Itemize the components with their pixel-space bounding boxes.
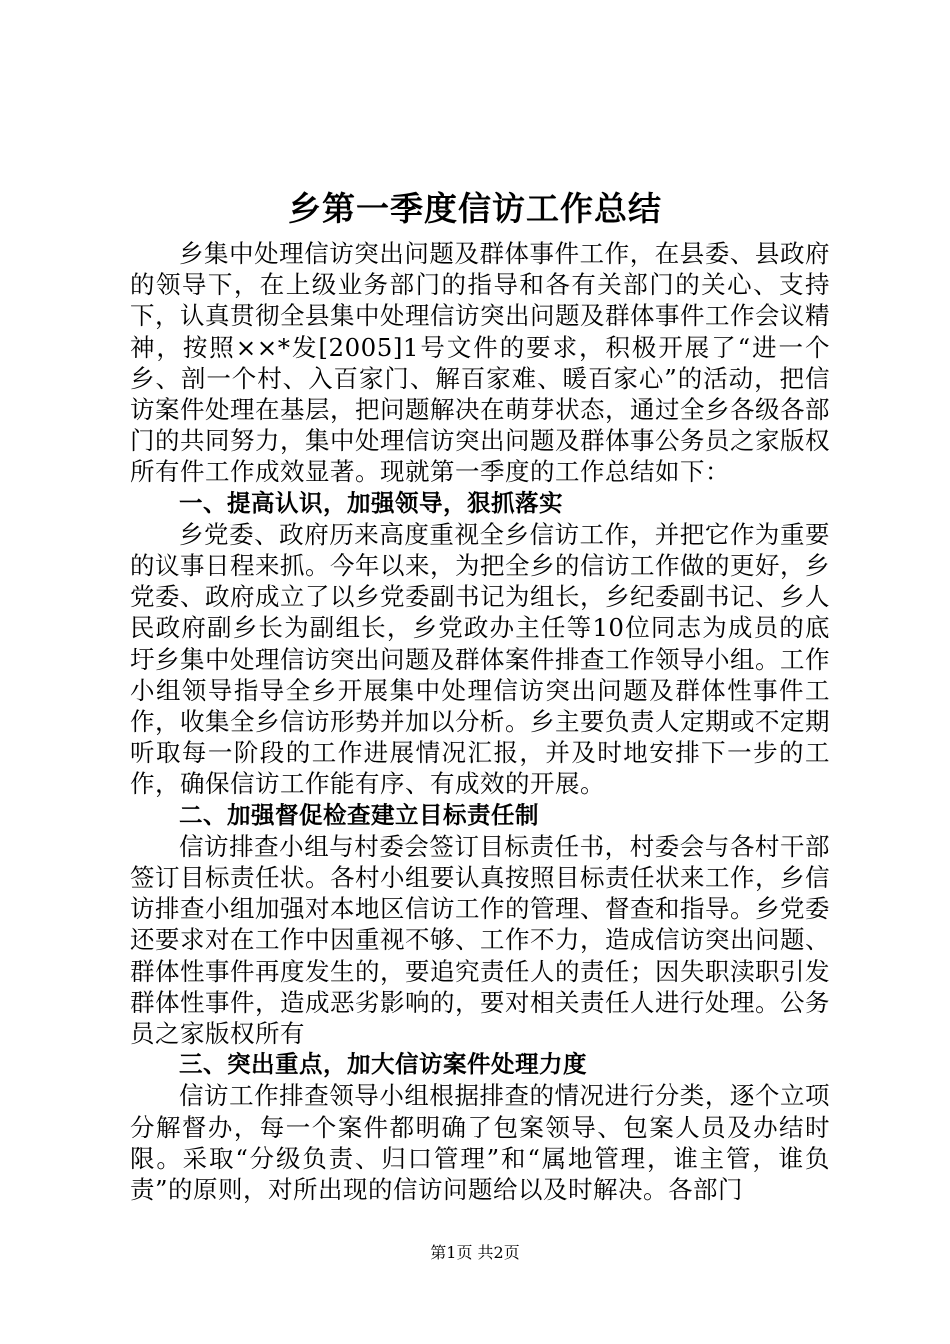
section-3-paragraph: 信访工作排查领导小组根据排查的情况进行分类，逐个立项分解督办，每一个案件都明确了包案领导、包案人员及办结时限。采取“分级负责、归口管理”和“属地管理，谁主管，谁负责”的原则，对所出现的信访问题给以及时解决。各部门 — [130, 1081, 830, 1205]
section-2-paragraph: 信访排查小组与村委会签订目标责任书，村委会与各村干部签订目标责任状。各村小组要认真按照目标责任状来工作，乡信访排查小组加强对本地区信访工作的管理、督查和指导。乡党委还要求对在工作中因重视不够、工作不力，造成信访突出问题、群体性事件再度发生的，要追究责任人的责任；因失职渎职引发群体性事件，造成恶劣影响的，要对相关责任人进行处理。公务员之家版权所有 — [130, 831, 830, 1049]
section-heading-2: 二、加强督促检查建立目标责任制 — [179, 800, 539, 829]
section-heading-3: 三、突出重点，加大信访案件处理力度 — [179, 1050, 587, 1079]
page-number-footer: 第1页 共2页 — [430, 1243, 520, 1262]
intro-paragraph: 乡集中处理信访突出问题及群体事件工作，在县委、县政府的领导下，在上级业务部门的指导和各有关部门的关心、支持下，认真贯彻全县集中处理信访突出问题及群体事件工作会议精神，按照××*发[2005]1号文件的要求，积极开展了“进一个乡、剖一个村、入百家门、解百家难、暖百家心”的活动，把信访案件处理在基层，把问题解决在萌芽状态，通过全乡各级各部门的共同努力，集中处理信访突出问题及群体事公务员之家版权所有件工作成效显著。现就第一季度的工作总结如下： — [130, 239, 830, 487]
document-body — [130, 238, 830, 1205]
document-title: 乡第一季度信访工作总结 — [288, 189, 662, 228]
section-1-paragraph: 乡党委、政府历来高度重视全乡信访工作，并把它作为重要的议事日程来抓。今年以来，为把全乡的信访工作做的更好，乡党委、政府成立了以乡党委副书记为组长，乡纪委副书记、乡人民政府副乡长为副组长，乡党政办主任等10位同志为成员的底圩乡集中处理信访突出问题及群体案件排查工作领导小组。工作小组领导指导全乡开展集中处理信访突出问题及群体性事件工作，收集全乡信访形势并加以分析。乡主要负责人定期或不定期听取每一阶段的工作进展情况汇报，并及时地安排下一步的工作，确保信访工作能有序、有成效的开展。 — [130, 519, 830, 799]
section-heading-1: 一、提高认识，加强领导，狠抓落实 — [179, 488, 563, 517]
